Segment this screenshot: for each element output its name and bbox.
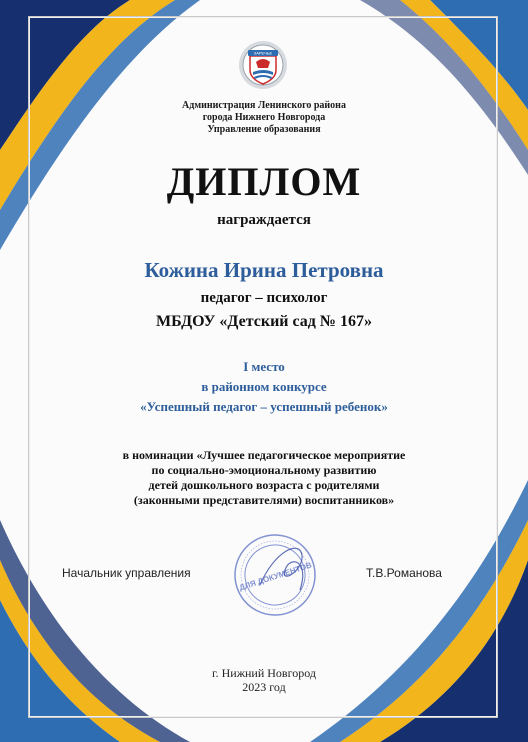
nomination-line: детей дошкольного возраста с родителями — [148, 478, 380, 492]
place-block — [0, 357, 528, 417]
place-line: «Успешный педагог – успешный ребенок» — [140, 399, 388, 414]
svg-text:ДЛЯ ДОКУМЕНТОВ: ДЛЯ ДОКУМЕНТОВ — [238, 560, 313, 593]
svg-text:ЗАРЕЧЬЕ: ЗАРЕЧЬЕ — [253, 50, 273, 56]
place-line: I место — [243, 359, 285, 374]
admin-line: Администрация Ленинского района — [182, 100, 346, 111]
diploma-title: ДИПЛОМ — [166, 159, 362, 204]
admin-line: города Нижнего Новгорода — [202, 112, 326, 123]
place-line: в районном конкурсе — [201, 379, 327, 394]
footer-city: г. Нижний Новгород — [212, 666, 316, 680]
footer-block — [0, 666, 528, 694]
admin-line: Управление образования — [207, 124, 321, 135]
awarded-label: награждается — [217, 212, 311, 228]
signature-name: Т.В.Романова — [366, 566, 442, 580]
recipient-organization: МБДОУ «Детский сад № 167» — [156, 313, 372, 330]
recipient-name: Кожина Ирина Петровна — [144, 258, 384, 282]
nomination-line: в номинации «Лучшее педагогическое мероприятие — [122, 448, 406, 462]
nomination-line: по социально-эмоциональному развитию — [151, 463, 377, 477]
recipient-position: педагог – психолог — [200, 290, 328, 306]
administration-block — [0, 100, 528, 136]
district-emblem-icon — [238, 38, 288, 92]
nomination-block — [0, 448, 528, 508]
footer-year: 2023 год — [242, 680, 286, 694]
signature-role: Начальник управления — [62, 566, 191, 580]
official-stamp-icon — [230, 530, 320, 620]
nomination-line: (законными представителями) воспитанников» — [133, 493, 395, 507]
